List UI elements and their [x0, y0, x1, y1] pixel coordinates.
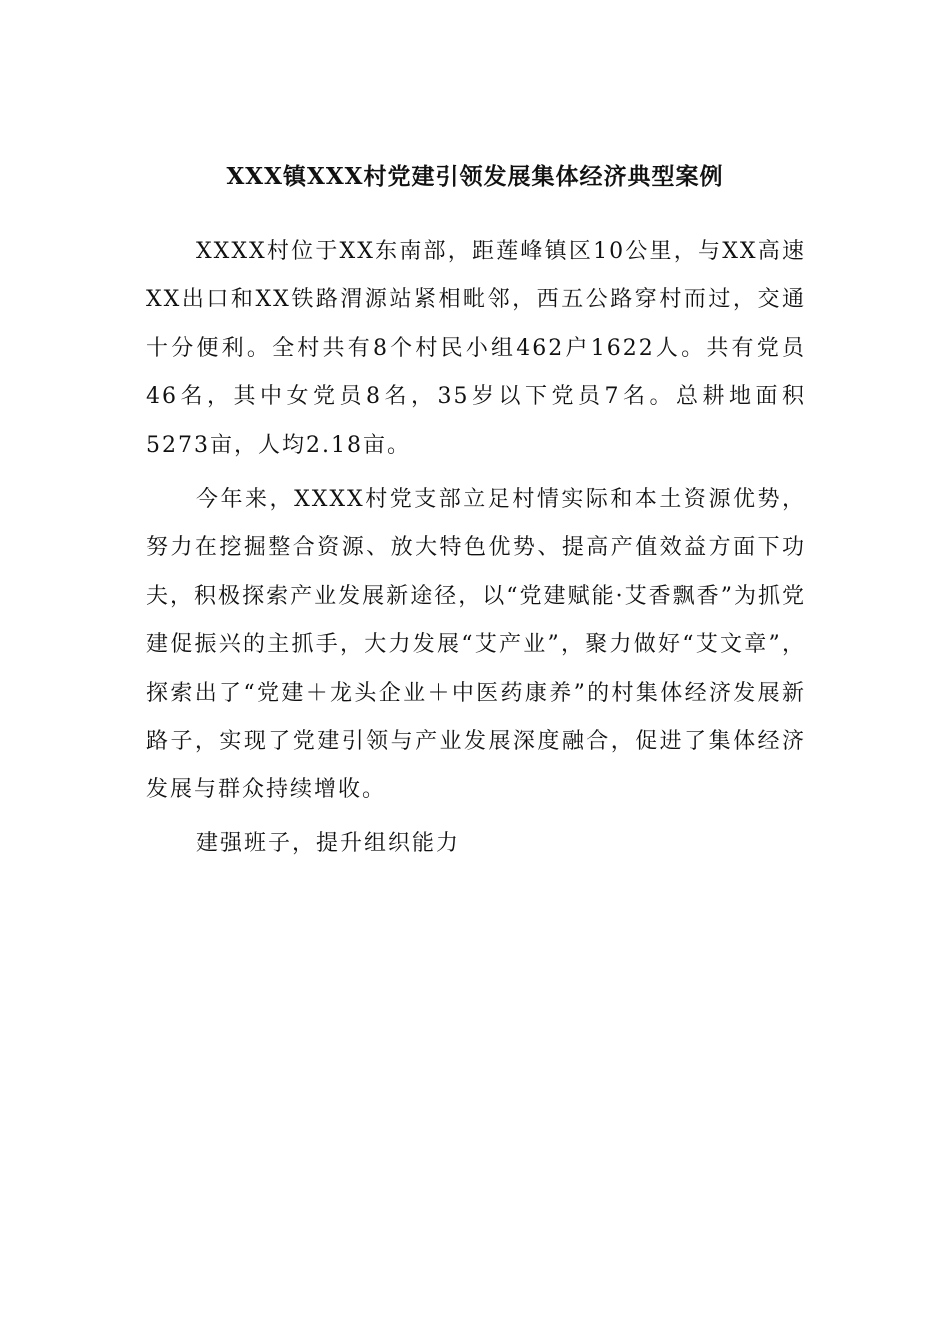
paragraph-village-overview: XXXX村位于XX东南部，距莲峰镇区10公里，与XX高速XX出口和XX铁路渭源站紧相毗邻，西五公路穿村而过，交通十分便利。全村共有8个村民小组462户1622人。共有党员46名，其中女党员8名，35岁以下党员7名。总耕地面积5273亩，人均2.18亩。 [146, 239, 806, 458]
section-heading-build-team: 建强班子，提升组织能力 [196, 831, 461, 856]
paragraph-party-branch-initiative: 今年来，XXXX村党支部立足村情实际和本土资源优势，努力在挖掘整合资源、放大特色优势、提高产值效益方面下功夫，积极探索产业发展新途径，以“党建赋能·艾香飘香”为抓党建促振兴的主抓手，大力发展“艾产业”，聚力做好“艾文章”，探索出了“党建＋龙头企业＋中医药康养”的村集体经济发展新路子，实现了党建引领与产业发展深度融合，促进了集体经济发展与群众持续增收。 [146, 487, 806, 803]
document-title: XXX镇XXX村党建引领发展集体经济典型案例 [226, 163, 724, 190]
